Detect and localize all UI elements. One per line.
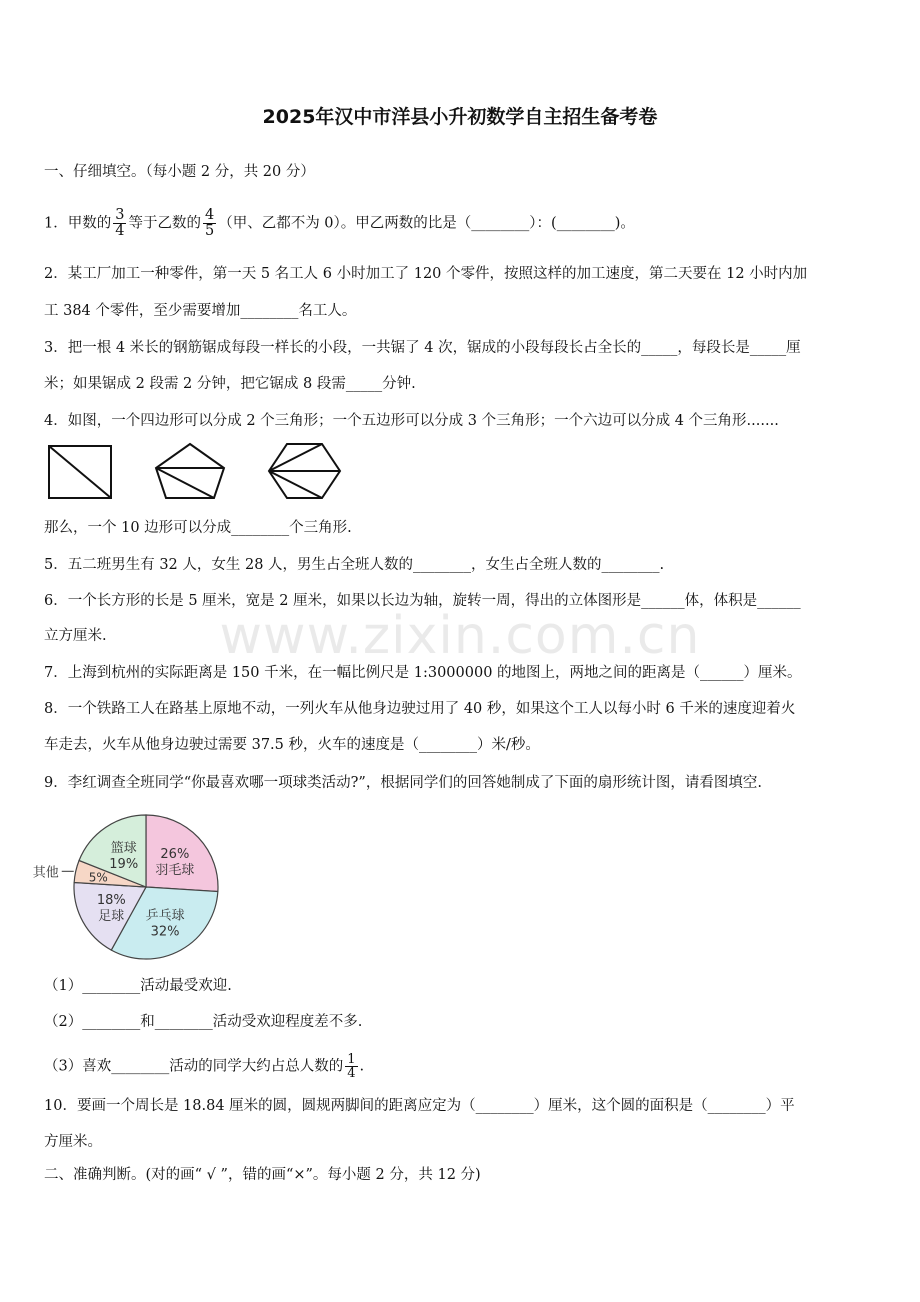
section2-heading: 二、准确判断。(对的画“ √ ”，错的画“×”。每小题 2 分，共 12 分) <box>44 1167 481 1183</box>
question-8-line-1: 8．一个铁路工人在路基上原地不动，一列火车从他身边驶过用了 40 秒，如果这个工人以每小时 6 千米的速度迎着火 <box>44 701 796 717</box>
q1-fraction-1 <box>113 208 126 239</box>
q1-frac2-num: 4 <box>204 207 215 223</box>
pie-slice-name: 羽毛球 <box>155 862 195 878</box>
pie-slice-name: 篮球 <box>110 841 137 857</box>
q1-frac1-den: 4 <box>115 223 125 239</box>
q1-frac1-num: 3 <box>115 207 125 223</box>
pie-slice-percent: 5% <box>88 870 108 885</box>
question-9-sub-3 <box>44 1053 364 1080</box>
pie-slice-name: 乒乓球 <box>145 908 185 924</box>
q1-mid: 等于乙数的 <box>128 215 201 232</box>
question-8-line-2: 车走去，火车从他身边驶过需要 37.5 秒，火车的速度是（________）米/秒。 <box>44 737 540 753</box>
pentagon-figure <box>156 444 224 498</box>
question-5: 5．五二班男生有 32 人，女生 28 人，男生占全班人数的________，女生占全班人数的________. <box>44 557 665 573</box>
pie-slice-percent: 18% <box>96 893 126 909</box>
polygon-figures <box>40 440 360 506</box>
pie-slice-percent: 32% <box>150 924 180 940</box>
q1-prefix: 1．甲数的 <box>44 215 112 232</box>
question-7: 7．上海到杭州的实际距离是 150 千米，在一幅比例尺是 1:3000000 的地图上，两地之间的距离是（______）厘米。 <box>44 665 802 681</box>
q9-sub3-num: 1 <box>347 1052 356 1067</box>
pie-slice-percent: 19% <box>109 857 139 873</box>
question-3-line-2: 米；如果锯成 2 段需 2 分钟，把它锯成 8 段需_____分钟. <box>44 376 416 392</box>
question-6-line-2: 立方厘米. <box>44 628 107 644</box>
q9-sub3-fraction <box>345 1053 357 1080</box>
question-4-line-1: 4．如图，一个四边形可以分成 2 个三角形；一个五边形可以分成 3 个三角形；一个六边可以分成 4 个三角形....... <box>44 413 779 429</box>
section1-heading: 一、仔细填空。（每小题 2 分，共 20 分） <box>44 164 315 180</box>
question-2-line-2: 工 384 个零件，至少需要增加________名工人。 <box>44 303 357 319</box>
question-10-line-2: 方厘米。 <box>44 1134 102 1150</box>
question-1 <box>44 208 635 239</box>
question-2-line-1: 2．某工厂加工一种零件，第一天 5 名工人 6 小时加工了 120 个零件，按照这样的加工速度，第二天要在 12 小时内加 <box>44 266 808 282</box>
pie-slice-percent: 26% <box>160 846 190 862</box>
q1-frac2-den: 5 <box>204 223 215 239</box>
q9-sub3-prefix: （3）喜欢________活动的同学大约占总人数的 <box>44 1058 344 1075</box>
page-title: 2025年汉中市洋县小升初数学自主招生备考卷 <box>262 106 658 128</box>
question-9-line-1: 9．李红调查全班同学“你最喜欢哪一项球类活动?”，根据同学们的回答她制成了下面的扇形统计图，请看图填空. <box>44 775 762 791</box>
pie-other-label: 其他 <box>32 865 59 881</box>
watermark: www.zixin.com.cn <box>219 606 701 666</box>
question-3-line-1: 3．把一根 4 米长的钢筋锯成每段一样长的小段，一共锯了 4 次，锯成的小段每段长占全长的_____，每段长是_____厘 <box>44 340 801 356</box>
q9-sub3-suffix: . <box>359 1058 365 1075</box>
pie-slice-name: 足球 <box>98 909 125 925</box>
q9-sub3-den: 4 <box>347 1066 356 1081</box>
question-9-sub-1: （1）________活动最受欢迎. <box>44 978 232 994</box>
q1-fraction-2 <box>203 208 216 239</box>
q1-suffix: （甲、乙都不为 0）。甲乙两数的比是（________）：(________)。 <box>218 215 635 232</box>
question-4-line-2: 那么，一个 10 边形可以分成________个三角形. <box>44 520 352 536</box>
question-9-sub-2: （2）________和________活动受欢迎程度差不多. <box>44 1014 363 1030</box>
question-6-line-1: 6．一个长方形的长是 5 厘米，宽是 2 厘米，如果以长边为轴，旋转一周，得出的立体图形是______体，体积是______ <box>44 593 801 609</box>
question-10-line-1: 10．要画一个周长是 18.84 厘米的圆，圆规两脚间的距离应定为（________）厘米，这个圆的面积是（________）平 <box>44 1098 795 1114</box>
pie-chart <box>32 805 236 965</box>
